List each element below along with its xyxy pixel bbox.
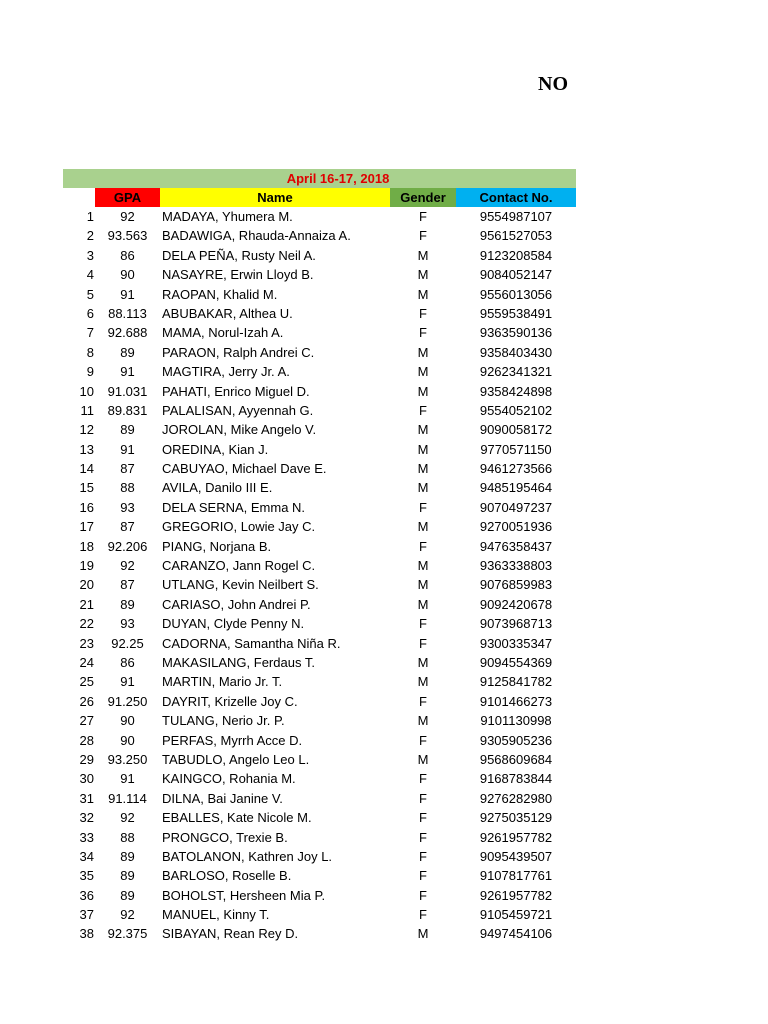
gpa-cell: 92.375 [107,926,148,942]
table-row [63,226,576,245]
contact-cell: 9092420678 [479,596,553,612]
row-number: 9 [86,364,94,380]
table-row [63,653,576,672]
contact-cell: 9275035129 [479,810,553,826]
gpa-cell: 88 [120,829,135,845]
name-cell: DUYAN, Clyde Penny N. [162,616,305,632]
name-cell: PIANG, Norjana B. [162,538,272,554]
row-number: 19 [79,558,94,574]
gpa-cell: 92 [120,810,135,826]
row-number: 22 [79,616,94,632]
table-row [63,575,576,594]
gender-cell: M [417,383,429,399]
table-row [63,537,576,556]
contact-cell: 9101130998 [480,713,552,729]
name-cell: EBALLES, Kate Nicole M. [162,810,312,826]
gender-cell: F [419,887,427,903]
gender-cell: F [419,402,427,418]
contact-cell: 9094554369 [479,654,553,670]
contact-cell: 9485195464 [479,480,553,496]
gpa-cell: 89 [120,868,135,884]
contact-cell: 9561527053 [479,228,553,244]
contact-cell: 9476358437 [479,538,553,554]
gpa-cell: 91 [120,286,135,302]
gender-cell: M [417,267,429,283]
table-row [63,556,576,575]
row-number: 33 [79,829,94,845]
table-row [63,304,576,323]
table-row [63,323,576,342]
table-row [63,847,576,866]
name-cell: BADAWIGA, Rhauda-Annaiza A. [162,228,351,244]
table-row [63,420,576,439]
name-cell: MANUEL, Kinny T. [162,907,270,923]
header-gpa: GPA [95,188,160,207]
name-cell: MADAYA, Yhumera M. [162,209,293,224]
date-label: April 16-17, 2018 [286,171,390,186]
gpa-cell: 89 [120,887,135,903]
row-number: 4 [86,267,94,283]
gpa-cell: 91.031 [107,383,148,399]
row-number: 1 [86,209,94,224]
gpa-cell: 92.206 [107,538,148,554]
gender-cell: F [419,693,427,709]
table-row [63,672,576,691]
gpa-cell: 92.25 [111,635,144,651]
row-number: 35 [79,868,94,884]
header-name: Name [160,188,390,207]
gpa-cell: 92 [120,558,135,574]
contact-cell: 9556013056 [479,286,553,302]
table-row [63,459,576,478]
contact-cell: 9554987107 [479,209,553,224]
name-cell: KAINGCO, Rohania M. [162,771,296,787]
table-row [63,886,576,905]
table-row [63,828,576,847]
name-cell: PARAON, Ralph Andrei C. [162,344,315,360]
table-row [63,440,576,459]
gender-cell: F [419,305,427,321]
name-cell: JOROLAN, Mike Angelo V. [162,422,317,438]
row-number: 26 [79,693,94,709]
gender-cell: F [419,228,427,244]
table-row [63,769,576,788]
table-row [63,362,576,381]
row-number: 32 [79,810,94,826]
gpa-cell: 91 [120,771,135,787]
table-row [63,478,576,497]
name-cell: MAKASILANG, Ferdaus T. [162,654,315,670]
gpa-cell: 93 [120,616,135,632]
name-cell: PERFAS, Myrrh Acce D. [162,732,303,748]
name-cell: DILNA, Bai Janine V. [162,790,283,806]
gender-cell: M [417,577,429,593]
name-cell: DELA PEÑA, Rusty Neil A. [162,247,316,263]
gender-cell: M [417,441,429,457]
gender-cell: M [417,596,429,612]
name-cell: SIBAYAN, Rean Rey D. [162,926,299,942]
contact-cell: 9095439507 [479,848,553,864]
gender-cell: F [419,829,427,845]
name-cell: CADORNA, Samantha Niña R. [162,635,341,651]
contact-cell: 9101466273 [479,693,553,709]
contact-cell: 9363338803 [479,558,553,574]
table-row [63,517,576,536]
gender-cell: F [419,616,427,632]
gender-cell: F [419,907,427,923]
contact-cell: 9084052147 [479,267,553,283]
gpa-cell: 90 [120,267,135,283]
table-row [63,711,576,730]
contact-cell: 9073968713 [479,616,553,632]
name-cell: ABUBAKAR, Althea U. [162,305,293,321]
row-number: 6 [86,305,94,321]
gender-cell: F [419,635,427,651]
table-header [63,188,576,207]
contact-cell: 9070497237 [479,499,553,515]
row-number: 8 [86,344,94,360]
gpa-cell: 90 [120,732,135,748]
gpa-cell: 87 [120,577,135,593]
gpa-cell: 88.113 [108,305,147,321]
gpa-cell: 91.250 [107,693,148,709]
row-number: 21 [79,596,94,612]
contact-cell: 9300335347 [479,635,553,651]
contact-cell: 9559538491 [479,305,553,321]
contact-cell: 9261957782 [479,829,553,845]
table-row [63,866,576,885]
gender-cell: M [417,751,429,767]
gender-cell: M [417,422,429,438]
gender-cell: M [417,344,429,360]
row-number: 7 [86,325,94,341]
contact-cell: 9770571150 [480,441,552,457]
name-cell: PAHATI, Enrico Miguel D. [162,383,310,399]
name-cell: RAOPAN, Khalid M. [162,286,278,302]
row-number: 17 [79,519,94,535]
table-row [63,343,576,362]
contact-cell: 9358424898 [479,383,553,399]
table-row [63,789,576,808]
gpa-cell: 89.831 [107,402,148,418]
header-contact: Contact No. [456,188,576,207]
row-number: 37 [79,907,94,923]
row-number: 30 [79,771,94,787]
table-row [63,498,576,517]
row-number: 23 [79,635,94,651]
contact-cell: 9363590136 [479,325,553,341]
contact-cell: 9568609684 [479,751,553,767]
gpa-cell: 90 [120,713,135,729]
table-row [63,401,576,420]
row-number: 11 [80,402,94,418]
name-cell: TULANG, Nerio Jr. P. [162,713,285,729]
row-number: 27 [79,713,94,729]
contact-cell: 9105459721 [479,907,553,923]
gpa-cell: 86 [120,654,135,670]
gender-cell: F [419,790,427,806]
sheet-title: NO [538,73,568,95]
row-number: 25 [79,674,94,690]
name-cell: BOHOLST, Hersheen Mia P. [162,887,326,903]
table-row [63,614,576,633]
gender-cell: M [417,247,429,263]
table-row [63,246,576,265]
contact-cell: 9090058172 [479,422,553,438]
gpa-cell: 92.688 [107,325,148,341]
date-band [63,169,576,188]
name-cell: CARANZO, Jann Rogel C. [162,558,316,574]
gpa-cell: 91 [120,364,135,380]
row-number: 20 [79,577,94,593]
gpa-cell: 89 [120,848,135,864]
name-cell: MAGTIRA, Jerry Jr. A. [162,364,290,380]
table-row [63,731,576,750]
gender-cell: F [419,771,427,787]
gpa-cell: 91 [120,674,135,690]
name-cell: CABUYAO, Michael Dave E. [162,461,327,477]
contact-cell: 9497454106 [479,926,553,942]
gpa-cell: 91 [120,441,135,457]
gpa-cell: 88 [120,480,135,496]
contact-cell: 9125841782 [479,674,553,690]
gpa-cell: 89 [120,344,135,360]
gpa-cell: 93.563 [107,228,148,244]
gpa-cell: 89 [120,422,135,438]
name-cell: MARTIN, Mario Jr. T. [162,674,283,690]
row-number: 5 [86,286,94,302]
row-number: 16 [79,499,94,515]
gpa-cell: 92 [120,907,135,923]
table-row [63,692,576,711]
gender-cell: M [417,519,429,535]
gender-cell: M [417,461,429,477]
gpa-cell: 92 [120,209,135,224]
name-cell: NASAYRE, Erwin Lloyd B. [162,267,314,283]
gender-cell: F [419,810,427,826]
contact-cell: 9270051936 [479,519,553,535]
row-number: 12 [79,422,94,438]
row-number: 14 [79,461,94,477]
name-cell: PALALISAN, Ayyennah G. [162,402,314,418]
row-number: 2 [86,228,94,244]
gpa-cell: 89 [120,596,135,612]
gender-cell: F [419,732,427,748]
row-number: 29 [79,751,94,767]
row-number: 36 [79,887,94,903]
gender-cell: M [417,480,429,496]
name-cell: TABUDLO, Angelo Leo L. [162,751,310,767]
row-number: 28 [79,732,94,748]
gender-cell: F [419,538,427,554]
name-cell: PRONGCO, Trexie B. [162,829,288,845]
contact-cell: 9107817761 [479,868,553,884]
contact-cell: 9305905236 [479,732,553,748]
contact-cell: 9262341321 [479,364,553,380]
contact-cell: 9554052102 [479,402,553,418]
contact-cell: 9261957782 [479,887,553,903]
gender-cell: F [419,868,427,884]
gender-cell: M [417,558,429,574]
table-row [63,634,576,653]
name-cell: OREDINA, Kian J. [162,441,269,457]
table-row [63,924,576,943]
row-number: 34 [79,848,94,864]
contact-cell: 9076859983 [479,577,553,593]
name-cell: BATOLANON, Kathren Joy L. [162,848,333,864]
name-cell: DELA SERNA, Emma N. [162,499,306,515]
table-row [63,382,576,401]
gender-cell: F [419,325,427,341]
table-row [63,207,576,226]
gender-cell: M [417,286,429,302]
header-gender: Gender [390,188,456,207]
table-row [63,905,576,924]
contact-cell: 9461273566 [479,461,553,477]
row-number: 3 [86,247,94,263]
table-row [63,285,576,304]
name-cell: UTLANG, Kevin Neilbert S. [162,577,319,593]
gender-cell: F [419,499,427,515]
contact-cell: 9276282980 [479,790,553,806]
row-number: 10 [79,383,94,399]
gpa-cell: 87 [120,461,135,477]
gpa-cell: 93 [120,499,135,515]
gender-cell: M [417,364,429,380]
contact-cell: 9358403430 [479,344,553,360]
gpa-cell: 86 [120,247,135,263]
gender-cell: M [417,926,429,942]
gender-cell: M [417,654,429,670]
table-row [63,595,576,614]
row-number: 18 [79,538,94,554]
row-number: 13 [79,441,94,457]
row-number: 31 [79,790,94,806]
name-cell: DAYRIT, Krizelle Joy C. [162,693,298,709]
row-number: 38 [79,926,94,942]
row-number: 15 [79,480,94,496]
table-row [63,750,576,769]
gender-cell: M [417,674,429,690]
contact-cell: 9123208584 [479,247,553,263]
gender-cell: F [419,209,427,224]
name-cell: GREGORIO, Lowie Jay C. [162,519,316,535]
gpa-cell: 87 [120,519,135,535]
name-cell: BARLOSO, Roselle B. [162,868,292,884]
name-cell: AVILA, Danilo III E. [162,480,273,496]
name-cell: CARIASO, John Andrei P. [162,596,311,612]
gender-cell: M [417,713,429,729]
contact-cell: 9168783844 [479,771,553,787]
gender-cell: F [419,848,427,864]
gpa-cell: 91.114 [108,790,147,806]
table-row [63,808,576,827]
table-row [63,265,576,284]
name-cell: MAMA, Norul-Izah A. [162,325,284,341]
student-table [63,207,576,944]
gpa-cell: 93.250 [107,751,148,767]
row-number: 24 [79,654,94,670]
